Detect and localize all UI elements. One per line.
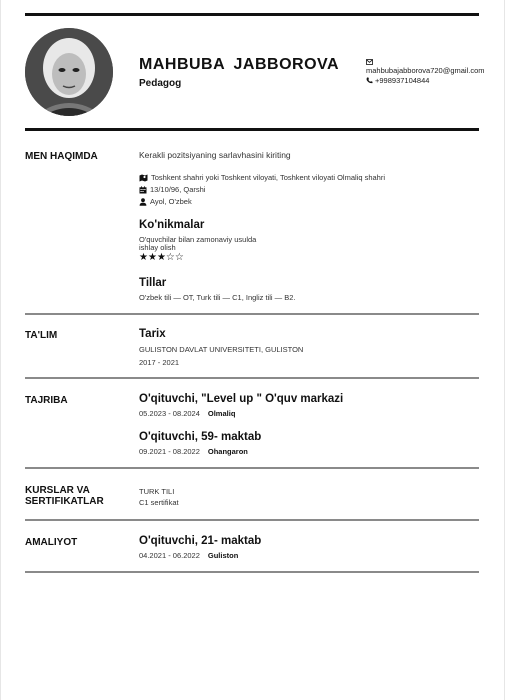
map-icon (139, 174, 148, 182)
education-years: 2017 - 2021 (139, 358, 180, 367)
star-icon: ☆ (165, 252, 175, 263)
section-title-practice: AMALIYOT (25, 537, 78, 548)
email-row[interactable] (366, 57, 485, 75)
birth-row (139, 185, 205, 194)
education-institution: GULISTON DAVLAT UNIVERSITETI, GULISTON (139, 345, 304, 354)
birth-text: 13/10/96, Qarshi (150, 185, 206, 194)
profile-photo (25, 28, 113, 116)
job-dates: 05.2023 - 08.2024 (139, 409, 200, 418)
practice-place: Guliston (207, 551, 239, 560)
courses-title-line1: KURSLAR VA (25, 485, 90, 496)
address-row (139, 173, 385, 182)
job-position: O'qituvchi, "Level up " O'quv markazi (139, 393, 344, 405)
skill-rating (139, 252, 184, 263)
divider (25, 467, 479, 469)
practice-dates: 04.2021 - 06.2022 (139, 551, 200, 560)
job-dates: 09.2021 - 08.2022 (139, 447, 200, 456)
star-icon: ★ (139, 252, 148, 263)
phone-row[interactable] (366, 76, 429, 85)
candidate-role: Pedagog (139, 78, 182, 89)
languages-text: O'zbek tili — OT, Turk tili — C1, Ingliz tili — B2. (139, 293, 296, 302)
header-top-rule (25, 13, 479, 16)
avatar (25, 28, 113, 116)
divider (25, 519, 479, 521)
divider (25, 571, 479, 573)
phone-text[interactable]: +998937104844 (375, 76, 430, 85)
skills-title: Ko'nikmalar (139, 219, 205, 231)
section-title-about: MEN HAQIMDA (25, 151, 98, 162)
star-icon: ★ (156, 252, 166, 263)
skill-line-1: O'quvchilar bilan zamonaviy usulda (139, 235, 257, 244)
practice-meta (139, 551, 238, 560)
about-headline: Kerakli pozitsiyaning sarlavhasini kiriting (139, 150, 291, 160)
skill-line-2: ishlay olish (139, 243, 176, 252)
course-cert: C1 sertifikat (139, 498, 179, 507)
divider (25, 313, 479, 315)
gender-row (139, 197, 192, 206)
address-text: Toshkent shahri yoki Toshkent viloyati, Toshkent viloyati Olmaliq shahri (151, 173, 386, 182)
practice-position: O'qituvchi, 21- maktab (139, 535, 262, 547)
course-name: TURK TILI (139, 487, 175, 496)
star-icon: ☆ (174, 252, 184, 263)
header-bottom-rule (25, 128, 479, 131)
divider (25, 377, 479, 379)
section-title-experience: TAJRIBA (25, 395, 68, 406)
star-icon: ★ (147, 252, 157, 263)
languages-title: Tillar (139, 277, 167, 289)
education-subject: Tarix (139, 328, 166, 340)
job-position: O'qituvchi, 59- maktab (139, 431, 262, 443)
candidate-name: MAHBUBA JABBOROVA (139, 56, 340, 73)
calendar-icon (139, 186, 147, 194)
envelope-icon (366, 59, 373, 65)
page-edge-left (0, 0, 1, 700)
job-place: Olmaliq (207, 409, 236, 418)
job-meta (139, 409, 235, 418)
job-place: Ohangaron (207, 447, 248, 456)
phone-icon (366, 77, 373, 84)
courses-title-line2: SERTIFIKATLAR (25, 496, 104, 507)
email-text[interactable]: mahbubajabborova720@gmail.com (366, 66, 485, 75)
section-title-courses (25, 485, 104, 507)
section-title-education: TA'LIM (25, 330, 58, 341)
person-icon (139, 198, 147, 206)
job-meta (139, 447, 248, 456)
gender-text: Ayol, O'zbek (150, 197, 192, 206)
